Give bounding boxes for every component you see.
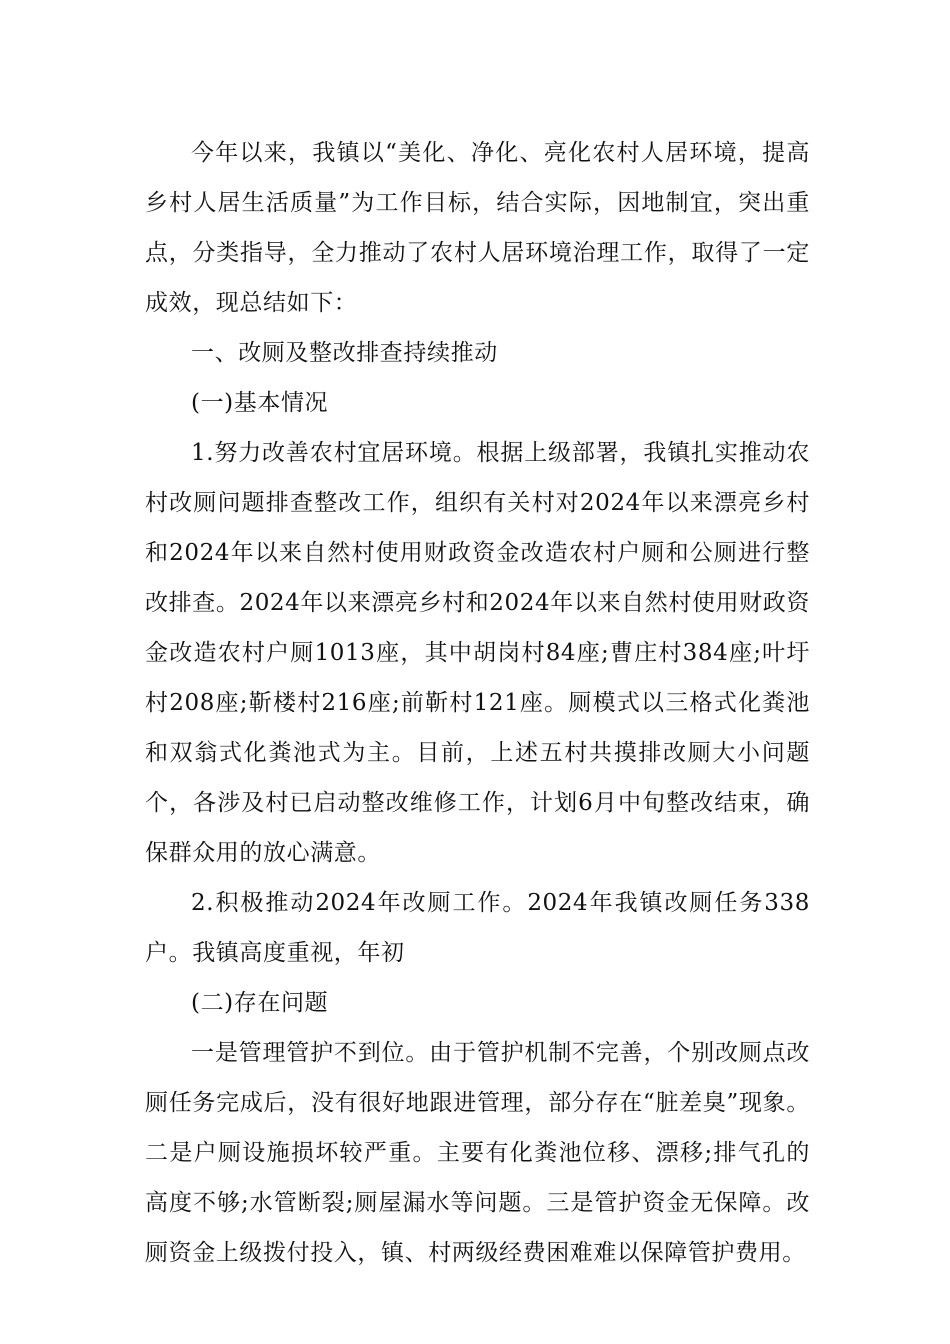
problems-paragraph: 一是管理管护不到位。由于管护机制不完善，个别改厕点改厕任务完成后，没有很好地跟进管理，部分存在“脏差臭”现象。二是户厕设施损坏较严重。主要有化粪池位移、漂移;排气孔的高度不够;水管断裂;厕屋漏水等问题。三是管护资金无保障。改厕资金上级拨付投入，镇、村两级经费困难难以保障管护费用。 [145, 1040, 810, 1266]
subsection-heading-problems: (二)存在问题 [191, 990, 329, 1016]
paragraph-item-2: 2.积极推动2024年改厕工作。2024年我镇改厕任务338户。我镇高度重视，年初 [145, 890, 810, 966]
document-body [145, 128, 810, 1278]
intro-paragraph: 今年以来，我镇以“美化、净化、亮化农村人居环境，提高乡村人居生活质量”为工作目标，结合实际，因地制宜，突出重点，分类指导，全力推动了农村人居环境治理工作，取得了一定成效，现总结如下： [145, 140, 810, 316]
subsection-heading-basic-situation: (一)基本情况 [191, 390, 329, 416]
section-heading-1: 一、改厕及整改排查持续推动 [191, 340, 498, 366]
paragraph-item-1: 1.努力改善农村宜居环境。根据上级部署，我镇扎实推动农村改厕问题排查整改工作，组织有关村对2024年以来漂亮乡村和2024年以来自然村使用财政资金改造农村户厕和公厕进行整改排查。2024年以来漂亮乡村和2024年以来自然村使用财政资金改造农村户厕1013座，其中胡岗村84座;曹庄村384座;叶圩村208座;靳楼村216座;前靳村121座。厕模式以三格式化粪池和双翁式化粪池式为主。目前，上述五村共摸排改厕大小问题 个，各涉及村已启动整改维修工作，计划6月中旬整改结束，确保群众用的放心满意。 [145, 440, 810, 866]
